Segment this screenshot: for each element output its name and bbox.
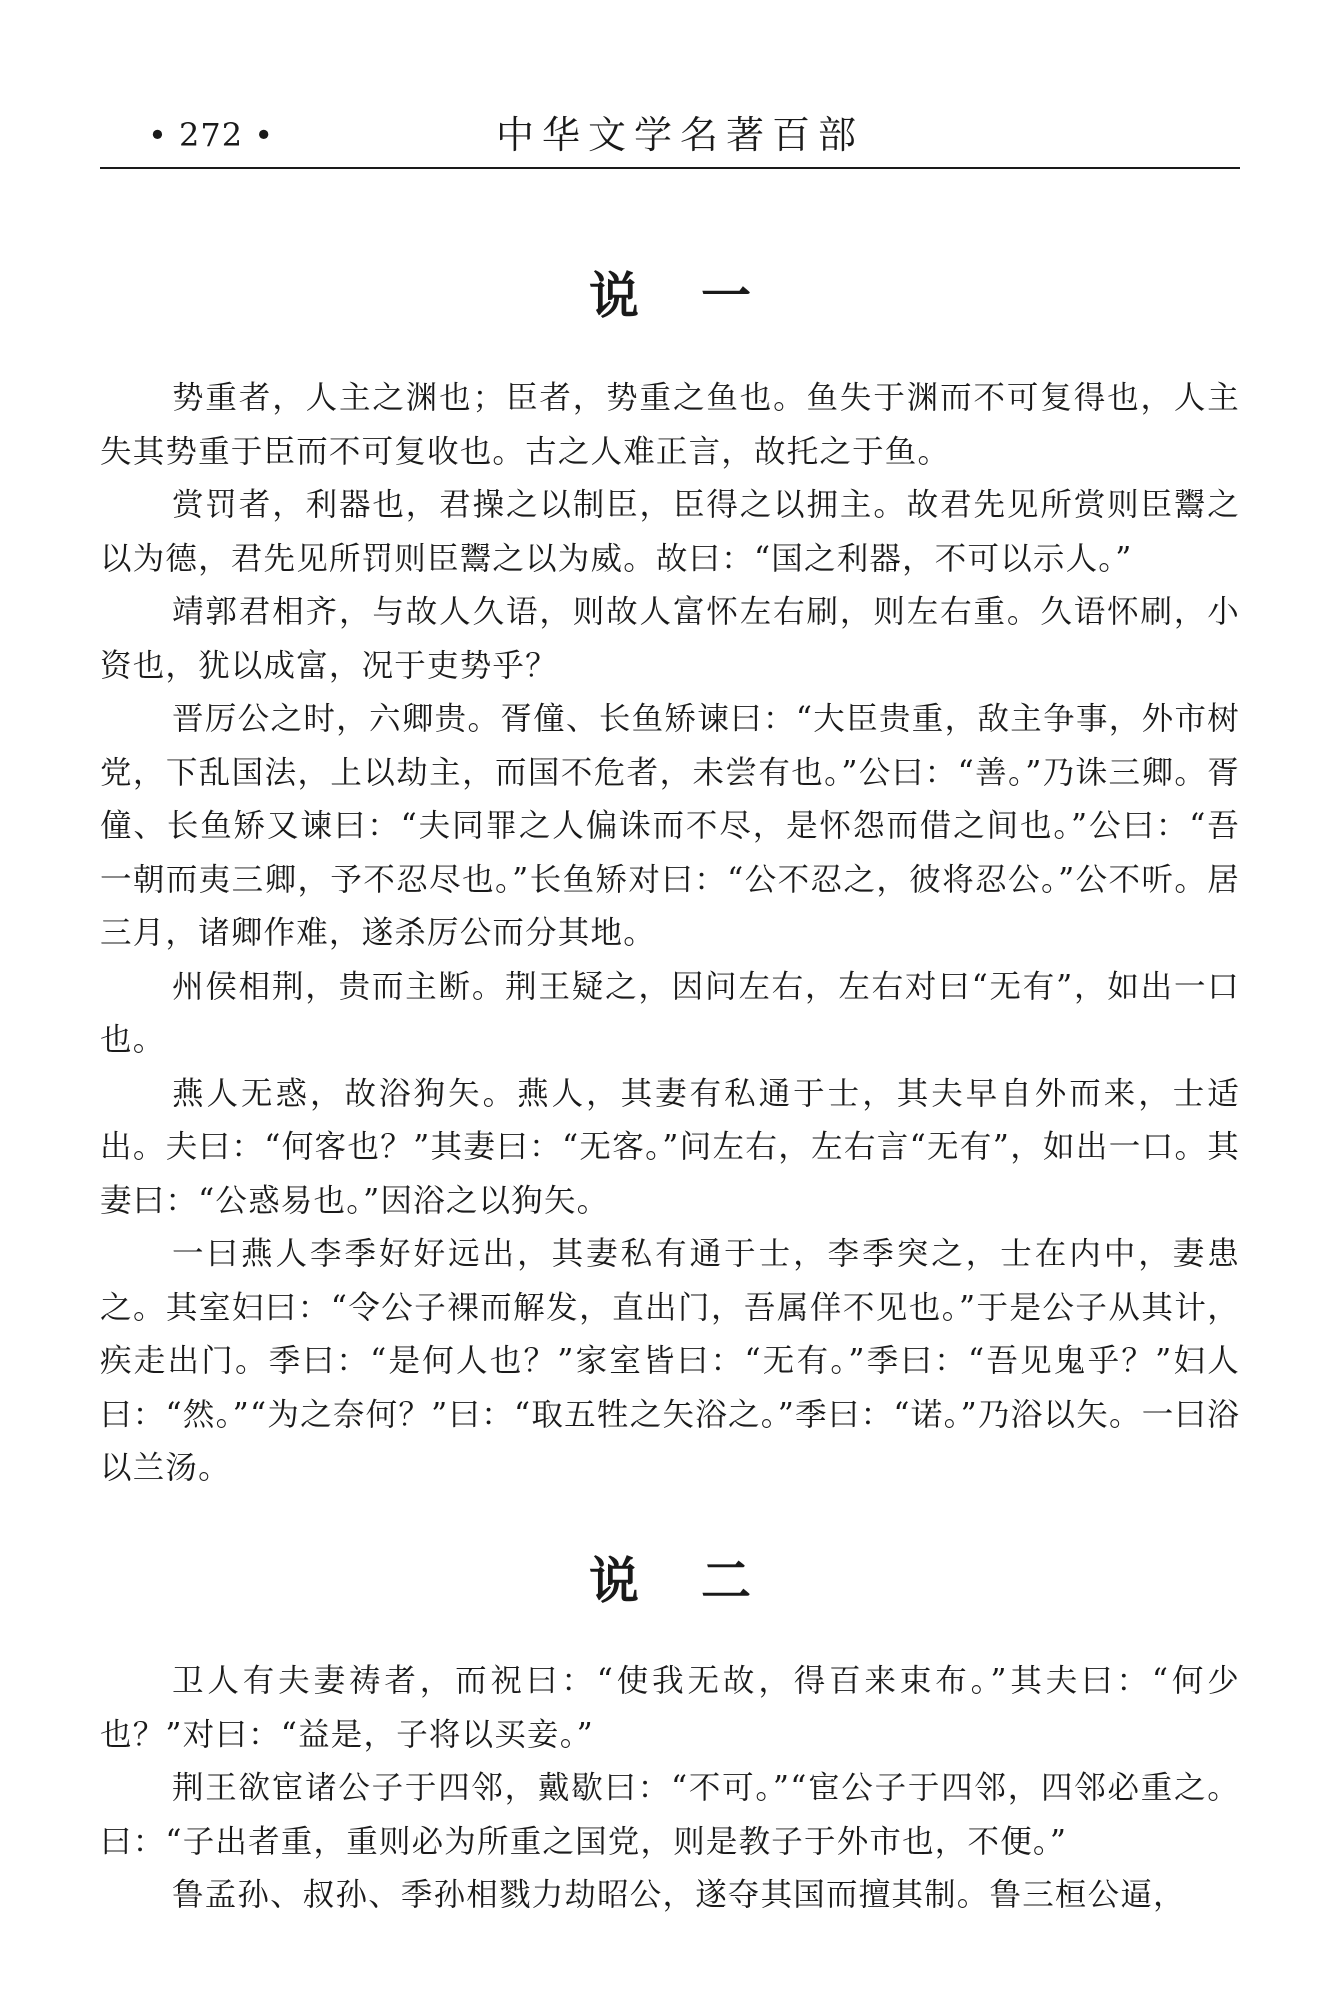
section-title-2 [100,1551,1240,1611]
paragraph: 鲁孟孙、叔孙、季孙相戮力劫昭公，遂夺其国而擅其制。鲁三桓公逼， [172,1877,1186,1913]
paragraph: 荆王欲宦诸公子于四邻，戴歇曰：“不可。”“宦公子于四邻，四邻必重之。曰：“子出者重，重则必为所重之国党，则是教子于外市也，不便。” [100,1770,1240,1860]
section-title-1 [100,266,1240,326]
paragraph: 州侯相荆，贵而主断。荆王疑之，因问左右，左右对曰“无有”，如出一口也。 [100,968,1240,1058]
section-title-2-char1: 说 [589,1551,639,1610]
header-rule [100,167,1240,169]
paragraph: 赏罚者，利器也，君操之以制臣，臣得之以拥主。故君先见所赏则臣鬻之以为德，君先见所罚则臣鬻之以为威。故曰：“国之利器，不可以示人。” [100,487,1240,577]
section-2-body [100,1655,1240,1923]
running-title: 中华文学名著百部 [495,113,864,157]
paragraph: 势重者，人主之渊也；臣者，势重之鱼也。鱼失于渊而不可复得也，人主失其势重于臣而不可复收也。古之人难正言，故托之于鱼。 [100,380,1240,470]
section-1-body [100,372,1240,1496]
page-number: • 272 • [148,116,275,154]
paragraph: 靖郭君相齐，与故人久语，则故人富怀左右刷，则左右重。久语怀刷，小资也，犹以成富，况于吏势乎？ [100,594,1240,684]
paragraph: 一曰燕人李季好好远出，其妻私有通于士，李季突之，士在内中，妻患之。其室妇曰：“令公子裸而解发，直出门，吾属佯不见也。”于是公子从其计，疾走出门。季曰：“是何人也？”家室皆曰：“无有。”季曰：“吾见鬼乎？”妇人曰：“然。”“为之奈何？”曰：“取五牲之矢浴之。”季曰：“诺。”乃浴以矢。一曰浴以兰汤。 [100,1236,1240,1486]
paragraph: 卫人有夫妻祷者，而祝曰：“使我无故，得百来束布。”其夫曰：“何少也？”对曰：“益是，子将以买妾。” [100,1663,1240,1753]
page-header [100,105,1240,165]
paragraph: 晋厉公之时，六卿贵。胥僮、长鱼矫谏曰：“大臣贵重，敌主争事，外市树党，下乱国法，上以劫主，而国不危者，未尝有也。”公曰：“善。”乃诛三卿。胥僮、长鱼矫又谏曰：“夫同罪之人偏诛而不尽，是怀怨而借之间也。”公曰：“吾一朝而夷三卿，予不忍尽也。”长鱼矫对曰：“公不忍之，彼将忍公。”公不听。居三月，诸卿作难，遂杀厉公而分其地。 [100,701,1240,951]
paragraph: 燕人无惑，故浴狗矢。燕人，其妻有私通于士，其夫早自外而来，士适出。夫曰：“何客也？”其妻曰：“无客。”问左右，左右言“无有”，如出一口。其妻曰：“公惑易也。”因浴之以狗矢。 [100,1075,1240,1219]
section-title-2-char2: 二 [701,1551,751,1610]
book-page [100,0,1240,1997]
section-title-1-char1: 说 [589,266,639,325]
section-title-1-char2: 一 [701,266,751,325]
